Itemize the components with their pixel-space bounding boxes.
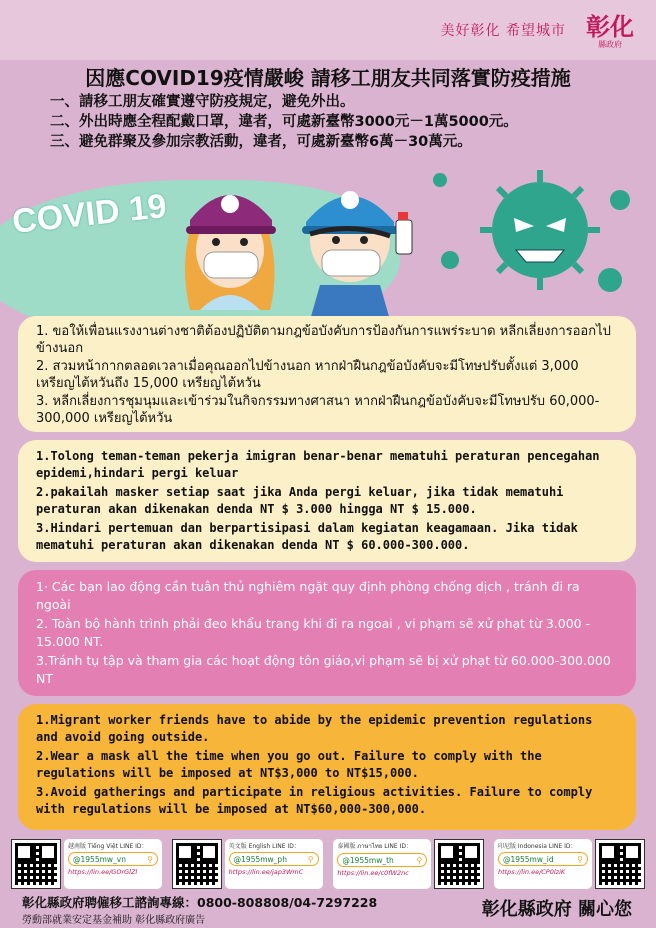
- english-panel: [18, 704, 636, 830]
- rule-item: 一、請移工朋友確實遵守防疫規定，避免外出。: [50, 94, 355, 110]
- indonesian-item: 1.Tolong teman-teman pekerja imigran benar-benar mematuhi peraturan pencegahan epidemi,hindari pergi keluar: [36, 449, 600, 480]
- line-card: [64, 839, 162, 889]
- vietnamese-item: 3.Tránh tụ tập và tham gia các hoạt động tôn giáo,vi phạm sẽ bị xử phạt từ 60.000-300.000 NT: [36, 653, 611, 686]
- line-id-text: @1955mw_ph: [233, 854, 287, 864]
- logo-subtitle: 縣政府: [598, 39, 622, 49]
- line-contact-english: [173, 836, 323, 892]
- thai-item: 2. สวมหน้ากากตลอดเวลาเมื่อคุณออกไปข้างนอก หากฝ่าฝืนกฎข้อบังคับจะมีโทษปรับตั้งแต่ 3,000 เหรียญไต้หวันถึง 15,000 เหรียญไต้หวัน: [36, 359, 579, 391]
- rule-item: 三、避免群聚及參加宗教活動，違者，可處新臺幣6萬－30萬元。: [50, 134, 472, 150]
- line-id-field[interactable]: [229, 852, 319, 866]
- vietnamese-item: 2. Toàn bộ hành trình phải đeo khẩu trang khi đi ra ngoai , vi phạm sẽ xử phạt từ 3.000 - 15.000 NT.: [36, 616, 591, 649]
- vietnamese-item: 1· Các bạn lao động cần tuân thủ nghiêm ngặt quy định phòng chống dịch , tránh đi ra ngoài: [36, 579, 580, 612]
- line-card-label: 印尼版 Indonesia LINE ID：: [497, 843, 577, 850]
- line-card-label: 英文版 English LINE ID：: [228, 843, 300, 850]
- search-icon: ⚲: [147, 854, 153, 864]
- line-url[interactable]: https://lin.ee/CP0lziK: [497, 868, 566, 876]
- virus-figure: [433, 170, 630, 292]
- line-id-text: @1955mw_vn: [73, 854, 126, 864]
- line-card: [494, 839, 592, 889]
- girl-worker-figure: [185, 195, 276, 310]
- page-title: 因應COVID19疫情嚴峻 請移工朋友共同落實防疫措施: [85, 66, 571, 90]
- sponsor-text: 勞動部就業安定基金補助 彰化縣政府廣告: [22, 915, 206, 926]
- chinese-rules: [50, 92, 610, 152]
- line-contacts-row: [12, 836, 644, 892]
- line-id-field[interactable]: [498, 852, 588, 866]
- line-id-text: @1955mw_th: [342, 855, 394, 865]
- indonesian-panel: [18, 440, 636, 562]
- line-contact-vietnamese: [12, 836, 162, 892]
- logo-glyph: 彰化: [586, 12, 634, 41]
- line-id-text: @1955mw_id: [502, 854, 554, 864]
- indonesian-item: 3.Hindari pertemuan dan berpartisipasi dalam kegiatan keagamaan. Jika tidak mematuhi peraturan akan dikenakan denda NT $ 60.000-300.000.: [36, 521, 578, 552]
- search-icon: ⚲: [416, 855, 423, 865]
- qr-code-icon[interactable]: [435, 840, 483, 888]
- line-contact-indonesian: [494, 836, 644, 892]
- english-item: 3.Avoid gatherings and participate in religious activities. Failure to comply with regulations will be imposed at NT$60,000-300,000.: [36, 785, 593, 816]
- line-card: [333, 839, 431, 889]
- qr-code-icon[interactable]: [173, 840, 221, 888]
- boy-worker-figure: [302, 191, 412, 320]
- line-url[interactable]: https://lin.ee/c0fW2nc: [337, 869, 409, 877]
- slogan: 美好彰化 希望城市: [440, 23, 566, 39]
- english-item: 1.Migrant worker friends have to abide by the epidemic prevention regulations and avoid going outside.: [36, 713, 593, 744]
- rule-item: 二、外出時應全程配戴口罩，違者，可處新臺幣3000元－1萬5000元。: [50, 114, 518, 130]
- line-contact-thai: [333, 836, 483, 892]
- covid-label: COVID 19: [10, 187, 169, 241]
- line-card: [225, 839, 323, 889]
- thai-item: 3. หลีกเลี่ยงการชุมนุมและเข้าร่วมในกิจกรรมทางศาสนา หากฝ่าฝืนกฎข้อบังคับจะมีโทษปรับ 60,000-300,000 เหรียญไต้หวัน: [36, 394, 600, 426]
- government-signature: 彰化縣政府 關心您: [481, 899, 632, 920]
- line-card-label: 泰國版 ภาษาไทย LINE ID：: [337, 843, 412, 850]
- workers-illustration: [150, 160, 650, 320]
- thai-panel: [18, 316, 636, 432]
- line-card-label: 越南版 Tiếng Việt LINE ID：: [68, 843, 148, 850]
- line-id-field[interactable]: [68, 852, 158, 866]
- line-id-field[interactable]: [337, 853, 427, 867]
- qr-code-icon[interactable]: [596, 840, 644, 888]
- thai-item: 1. ขอให้เพื่อนแรงงานต่างชาติต้องปฏิบัติตามกฎข้อบังคับการป้องกันการแพร่ระบาด หลีกเลี่ยงการออกไปข้างนอก: [36, 324, 611, 356]
- indonesian-item: 2.pakailah masker setiap saat jika Anda pergi keluar, jika tidak mematuhi peraturan akan dikenakan denda NT $ 3.000 hingga NT $ 15.000.: [36, 485, 564, 516]
- county-logo: [584, 10, 636, 54]
- search-icon: ⚲: [307, 854, 314, 864]
- qr-code-icon[interactable]: [12, 840, 60, 888]
- search-icon: ⚲: [577, 854, 583, 864]
- line-url[interactable]: https://lin.ee/jap3WmC: [228, 868, 304, 876]
- english-item: 2.Wear a mask all the time when you go out. Failure to comply with the regulations will be imposed at NT$3,000 to NT$15,000.: [36, 749, 542, 780]
- hotline-text: 彰化縣政府聘僱移工諮詢專線：0800-808808/04-7297228: [22, 895, 378, 910]
- line-url[interactable]: https://lin.ee/GOrGlZl: [68, 868, 138, 876]
- vietnamese-panel: [18, 570, 636, 696]
